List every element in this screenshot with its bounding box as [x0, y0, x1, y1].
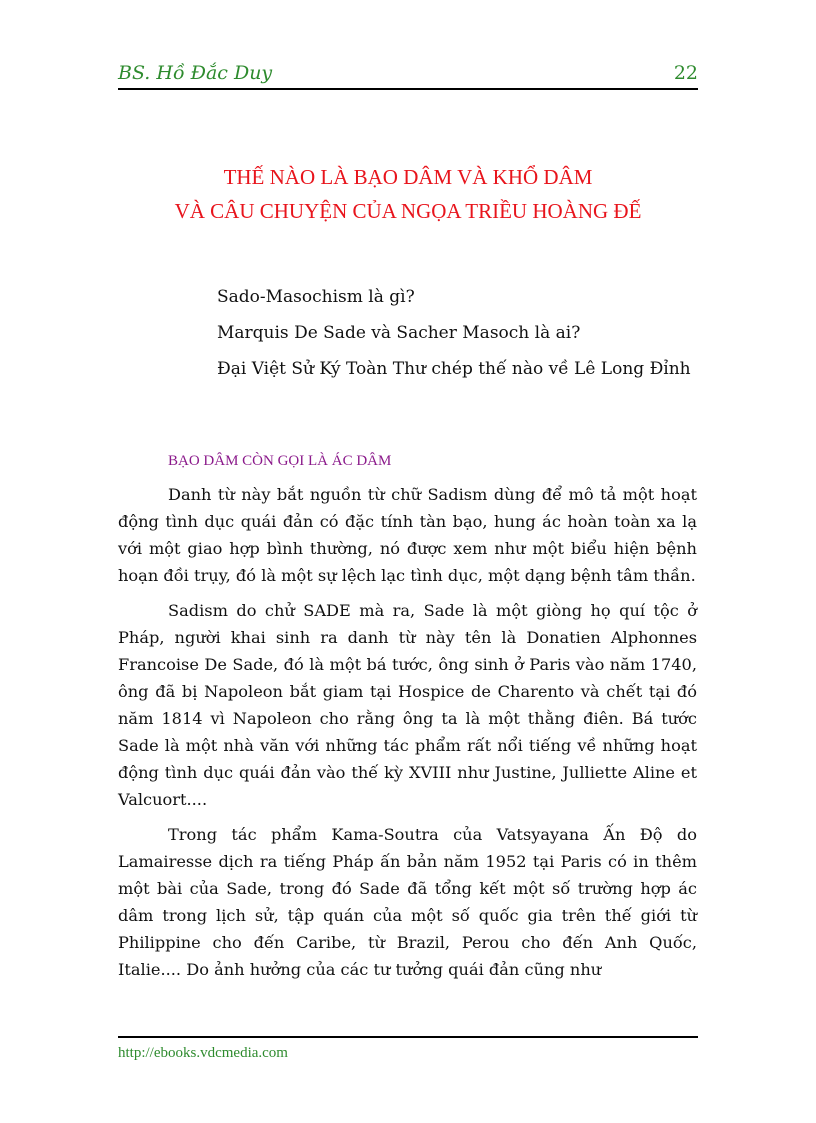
page-header: [118, 60, 698, 90]
paragraph: Trong tác phẩm Kama-Soutra của Vatsyayana Ấn Độ do Lamairesse dịch ra tiếng Pháp ấn bản năm 1952 tại Paris có in thêm một bài của Sade, trong đó Sade đã tổng kết một số trường hợp ác dâm trong lịch sử, tập quán của một số quốc gia trên thế giới từ Philippine cho đến Caribe, từ Brazil, Perou cho đến Anh Quốc, Italie.... Do ảnh hưởng của các tư tưởng quái đản cũng như: [118, 825, 697, 979]
chapter-title-line-1: THẾ NÀO LÀ BẠO DÂM VÀ KHỔ DÂM: [223, 165, 593, 189]
question-item: Đại Việt Sử Ký Toàn Thư chép thế nào về Lê Long Đỉnh: [217, 359, 691, 379]
chapter-questions: [217, 284, 697, 392]
body-text: [118, 481, 697, 991]
footer-link[interactable]: http://ebooks.vdcmedia.com: [118, 1045, 288, 1061]
paragraph: Danh từ này bắt nguồn từ chữ Sadism dùng để mô tả một hoạt động tình dục quái đản có đặc tính tàn bạo, hung ác hoàn toàn xa lạ với một giao hợp bình thường, nó được xem như một biểu hiện bệnh hoạn đồi trụy, đó là một sự lệch lạc tình dục, một dạng bệnh tâm thần.: [118, 485, 697, 585]
question-item: Sado-Masochism là gì?: [217, 287, 415, 307]
chapter-title: [118, 160, 698, 228]
section-heading: BẠO DÂM CÒN GỌI LÀ ÁC DÂM: [168, 453, 392, 469]
question-item: Marquis De Sade và Sacher Masoch là ai?: [217, 323, 581, 343]
chapter-title-line-2: VÀ CÂU CHUYỆN CỦA NGỌA TRIỀU HOÀNG ĐẾ: [174, 199, 642, 223]
paragraph: Sadism do chử SADE mà ra, Sade là một giòng họ quí tộc ở Pháp, người khai sinh ra danh từ này tên là Donatien Alphonnes Francoise De Sade, đó là một bá tước, ông sinh ở Paris vào năm 1740, ông đã bị Napoleon bắt giam tại Hospice de Charento và chết tại đó năm 1814 vì Napoleon cho rằng ông ta là một thằng điên. Bá tước Sade là một nhà văn với những tác phẩm rất nổi tiếng về những hoạt động tình dục quái đản vào thế kỳ XVIII như Justine, Julliette Aline et Valcuort....: [118, 601, 697, 809]
header-author: BS. Hồ Đắc Duy: [118, 62, 273, 84]
page-number: 22: [673, 62, 698, 84]
page-footer: [118, 1036, 698, 1062]
